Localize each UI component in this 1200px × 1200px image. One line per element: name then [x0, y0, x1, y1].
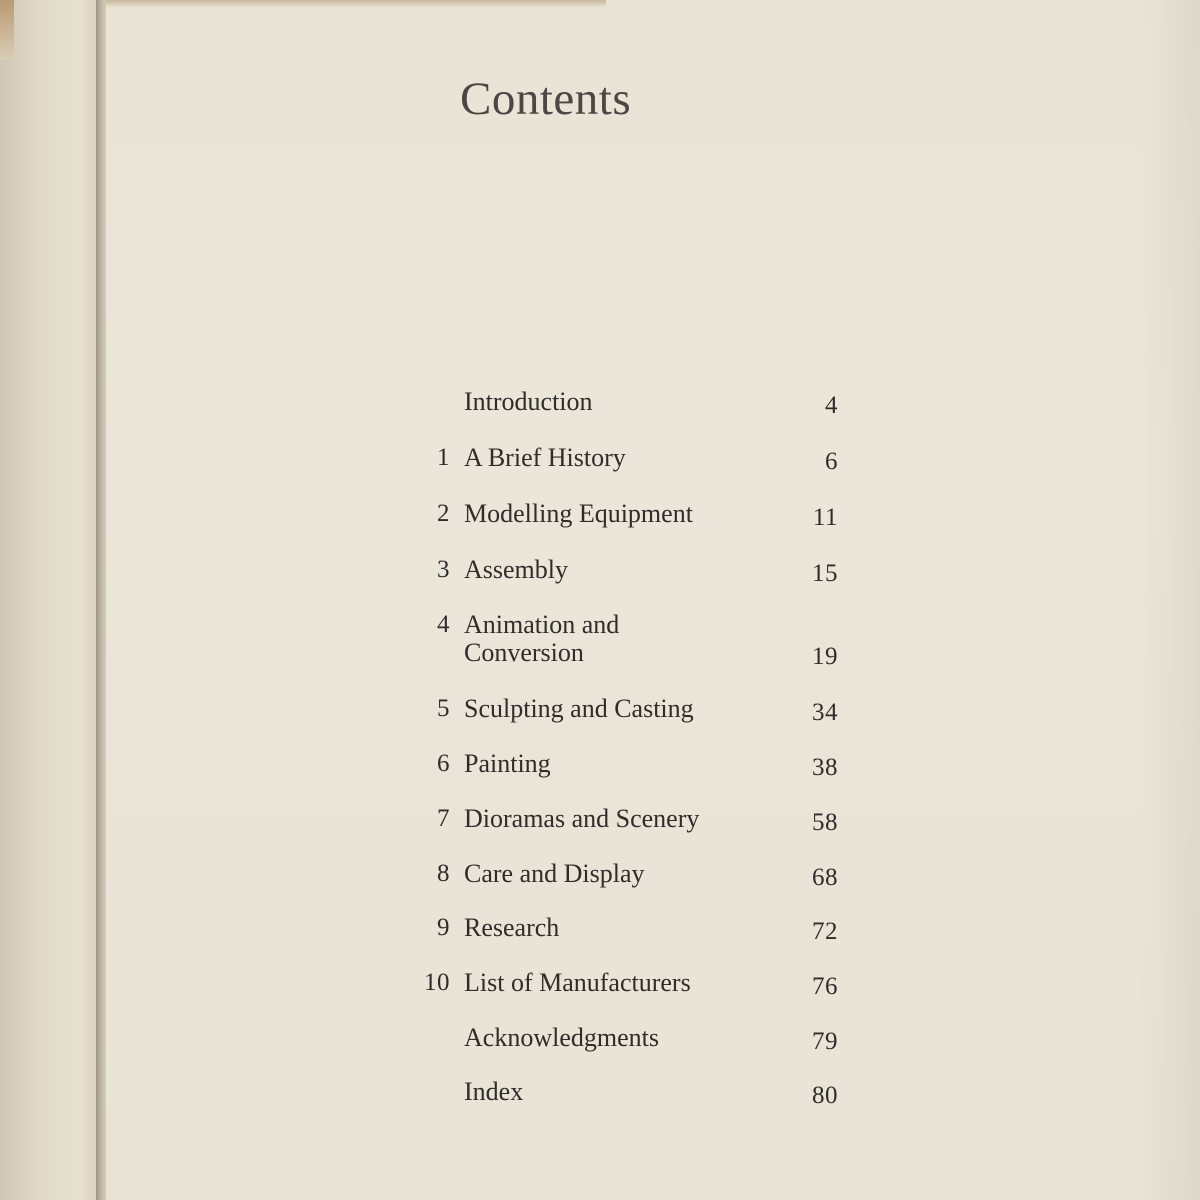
toc-chapter-title: List of Manufacturers	[464, 968, 691, 997]
toc-chapter-title: A Brief History	[464, 443, 626, 472]
toc-chapter-title: Modelling Equipment	[464, 499, 693, 528]
toc-page-number: 6	[825, 448, 838, 475]
toc-chapter-number: 10	[424, 969, 450, 996]
toc-page-number: 80	[812, 1082, 838, 1109]
toc-chapter-number: 3	[437, 556, 450, 583]
toc-chapter-number: 8	[437, 860, 450, 887]
toc-chapter-title: Dioramas and Scenery	[464, 804, 700, 833]
toc-chapter-title: Painting	[464, 749, 551, 778]
toc-page-number: 19	[812, 643, 838, 670]
toc-chapter-number: 7	[437, 805, 450, 832]
contents-page	[106, 0, 1200, 1200]
book-gutter	[96, 0, 106, 1200]
toc-page-number: 15	[812, 560, 838, 587]
left-page	[0, 0, 98, 1200]
toc-chapter-number: 1	[437, 444, 450, 471]
toc-chapter-number: 9	[437, 914, 450, 941]
toc-page-number: 79	[812, 1028, 838, 1055]
toc-chapter-title: Sculpting and Casting	[464, 694, 694, 723]
toc-chapter-number: 6	[437, 750, 450, 777]
toc-page-number: 68	[812, 864, 838, 891]
toc-page-number: 11	[812, 504, 838, 531]
page-title: Contents	[460, 73, 632, 125]
toc-chapter-title: Introduction	[464, 387, 593, 416]
toc-page-number: 34	[812, 699, 838, 726]
toc-page-number: 58	[812, 809, 838, 836]
toc-chapter-number: 5	[437, 695, 450, 722]
toc-chapter-title: Index	[464, 1077, 524, 1106]
toc-page-number: 38	[812, 754, 838, 781]
toc-chapter-title: Acknowledgments	[464, 1023, 659, 1052]
toc-chapter-title: Research	[464, 913, 560, 942]
toc-page-number: 4	[825, 392, 838, 419]
toc-chapter-number: 2	[437, 500, 450, 527]
toc-chapter-title: Animation and Conversion	[464, 610, 620, 667]
toc-chapter-title: Care and Display	[464, 859, 645, 888]
toc-chapter-title: Assembly	[464, 555, 568, 584]
toc-page-number: 72	[812, 918, 838, 945]
toc-chapter-number: 4	[437, 611, 450, 638]
left-page-edge	[0, 0, 14, 60]
toc-page-number: 76	[812, 973, 838, 1000]
page-top-edge	[106, 0, 606, 8]
